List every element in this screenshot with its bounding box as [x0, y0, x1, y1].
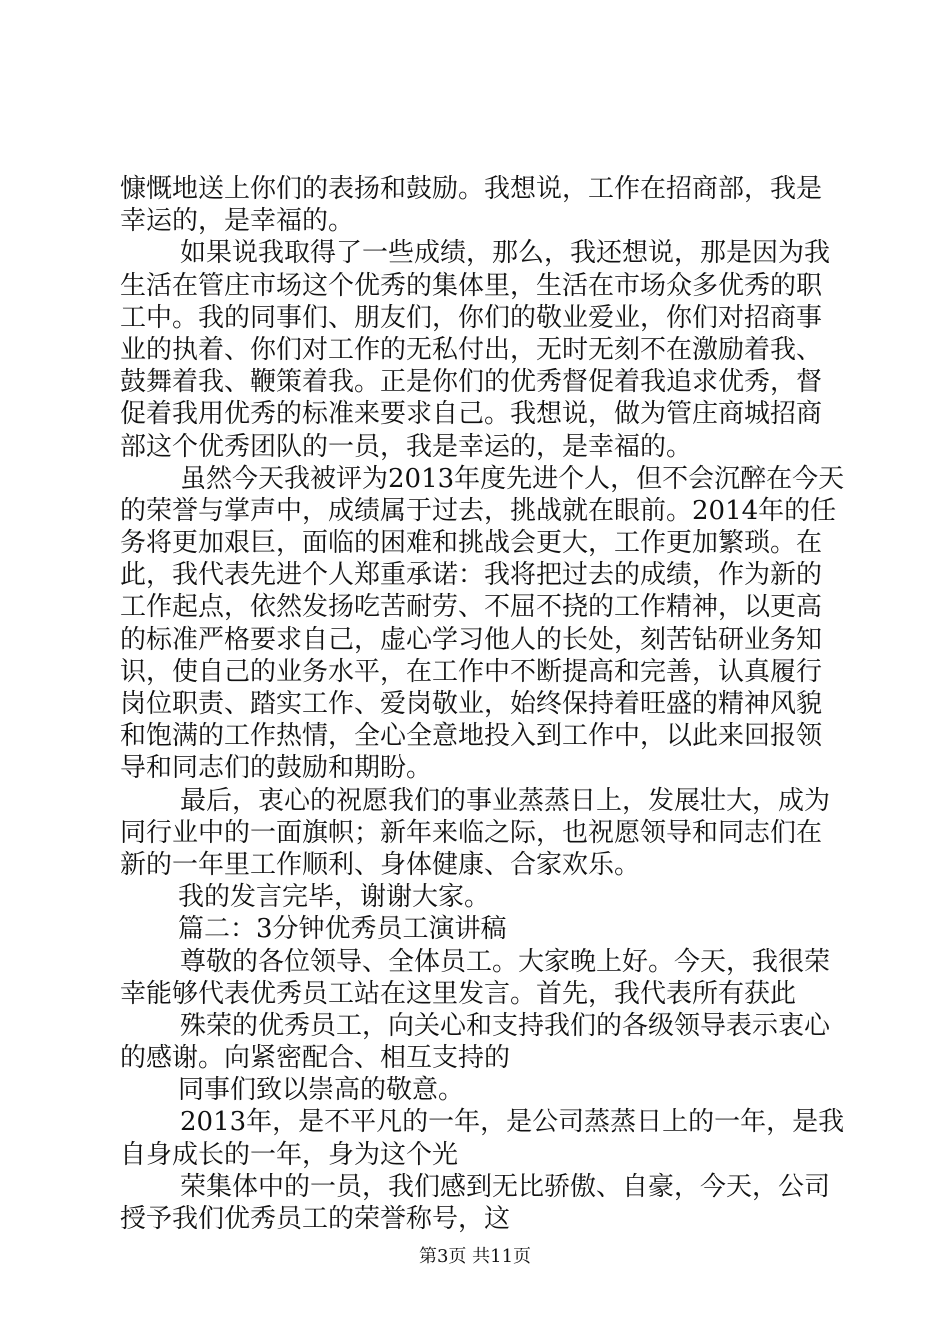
text-line: 幸运的，是幸福的。: [120, 206, 355, 236]
text-line: 慷慨地送上你们的表扬和鼓励。我想说，工作在招商部，我是: [120, 174, 823, 204]
text-line: 幸能够代表优秀员工站在这里发言。首先，我代表所有获此: [120, 979, 797, 1009]
text-line: 工作起点，依然发扬吃苦耐劳、不屈不挠的工作精神，以更高: [120, 592, 823, 622]
text-line: 的感谢。向紧密配合、相互支持的: [120, 1043, 511, 1073]
text-line: 生活在管庄市场这个优秀的集体里，生活在市场众多优秀的职: [120, 271, 823, 301]
section-heading: 篇二：3分钟优秀员工演讲稿: [178, 914, 507, 944]
text-line: 的荣誉与掌声中，成绩属于过去，挑战就在眼前。2014年的任: [120, 496, 837, 526]
text-line: 部这个优秀团队的一员，我是幸运的，是幸福的。: [120, 432, 693, 462]
text-line: 自身成长的一年，身为这个光: [120, 1140, 459, 1170]
text-line: 同事们致以崇高的敬意。: [178, 1075, 465, 1105]
text-line: 虽然今天我被评为2013年度先进个人，但不会沉醉在今天: [180, 464, 845, 494]
text-line: 尊敬的各位领导、全体员工。大家晚上好。今天，我很荣: [180, 947, 831, 977]
text-line: 荣集体中的一员，我们感到无比骄傲、自豪，今天，公司: [180, 1172, 831, 1202]
text-line: 此，我代表先进个人郑重承诺：我将把过去的成绩，作为新的: [120, 560, 823, 590]
text-line: 新的一年里工作顺利、身体健康、合家欢乐。: [120, 850, 641, 880]
text-line: 促着我用优秀的标准来要求自己。我想说，做为管庄商城招商: [120, 399, 823, 429]
text-line: 岗位职责、踏实工作、爱岗敬业，始终保持着旺盛的精神风貌: [120, 689, 823, 719]
text-line: 鼓舞着我、鞭策着我。正是你们的优秀督促着我追求优秀，督: [120, 367, 823, 397]
text-line: 识，使自己的业务水平，在工作中不断提高和完善，认真履行: [120, 657, 823, 687]
text-line: 导和同志们的鼓励和期盼。: [120, 753, 433, 783]
page-footer: 第3页 共11页: [418, 1246, 532, 1267]
text-line: 同行业中的一面旗帜；新年来临之际，也祝愿领导和同志们在: [120, 818, 823, 848]
text-line: 2013年，是不平凡的一年，是公司蒸蒸日上的一年，是我: [180, 1107, 845, 1137]
text-line: 务将更加艰巨，面临的困难和挑战会更大，工作更加繁琐。在: [120, 528, 823, 558]
text-line: 和饱满的工作热情，全心全意地投入到工作中，以此来回报领: [120, 721, 823, 751]
text-line: 工中。我的同事们、朋友们，你们的敬业爱业，你们对招商事: [120, 303, 823, 333]
text-line: 如果说我取得了一些成绩，那么，我还想说，那是因为我: [180, 238, 831, 268]
text-line: 业的执着、你们对工作的无私付出，无时无刻不在激励着我、: [120, 335, 823, 365]
text-line: 殊荣的优秀员工，向关心和支持我们的各级领导表示衷心: [180, 1011, 831, 1041]
text-line: 最后，衷心的祝愿我们的事业蒸蒸日上，发展壮大，成为: [180, 786, 831, 816]
text-line: 的标准严格要求自己，虚心学习他人的长处，刻苦钻研业务知: [120, 625, 823, 655]
text-line: 授予我们优秀员工的荣誉称号，这: [120, 1204, 511, 1234]
text-line: 我的发言完毕，谢谢大家。: [178, 882, 491, 912]
